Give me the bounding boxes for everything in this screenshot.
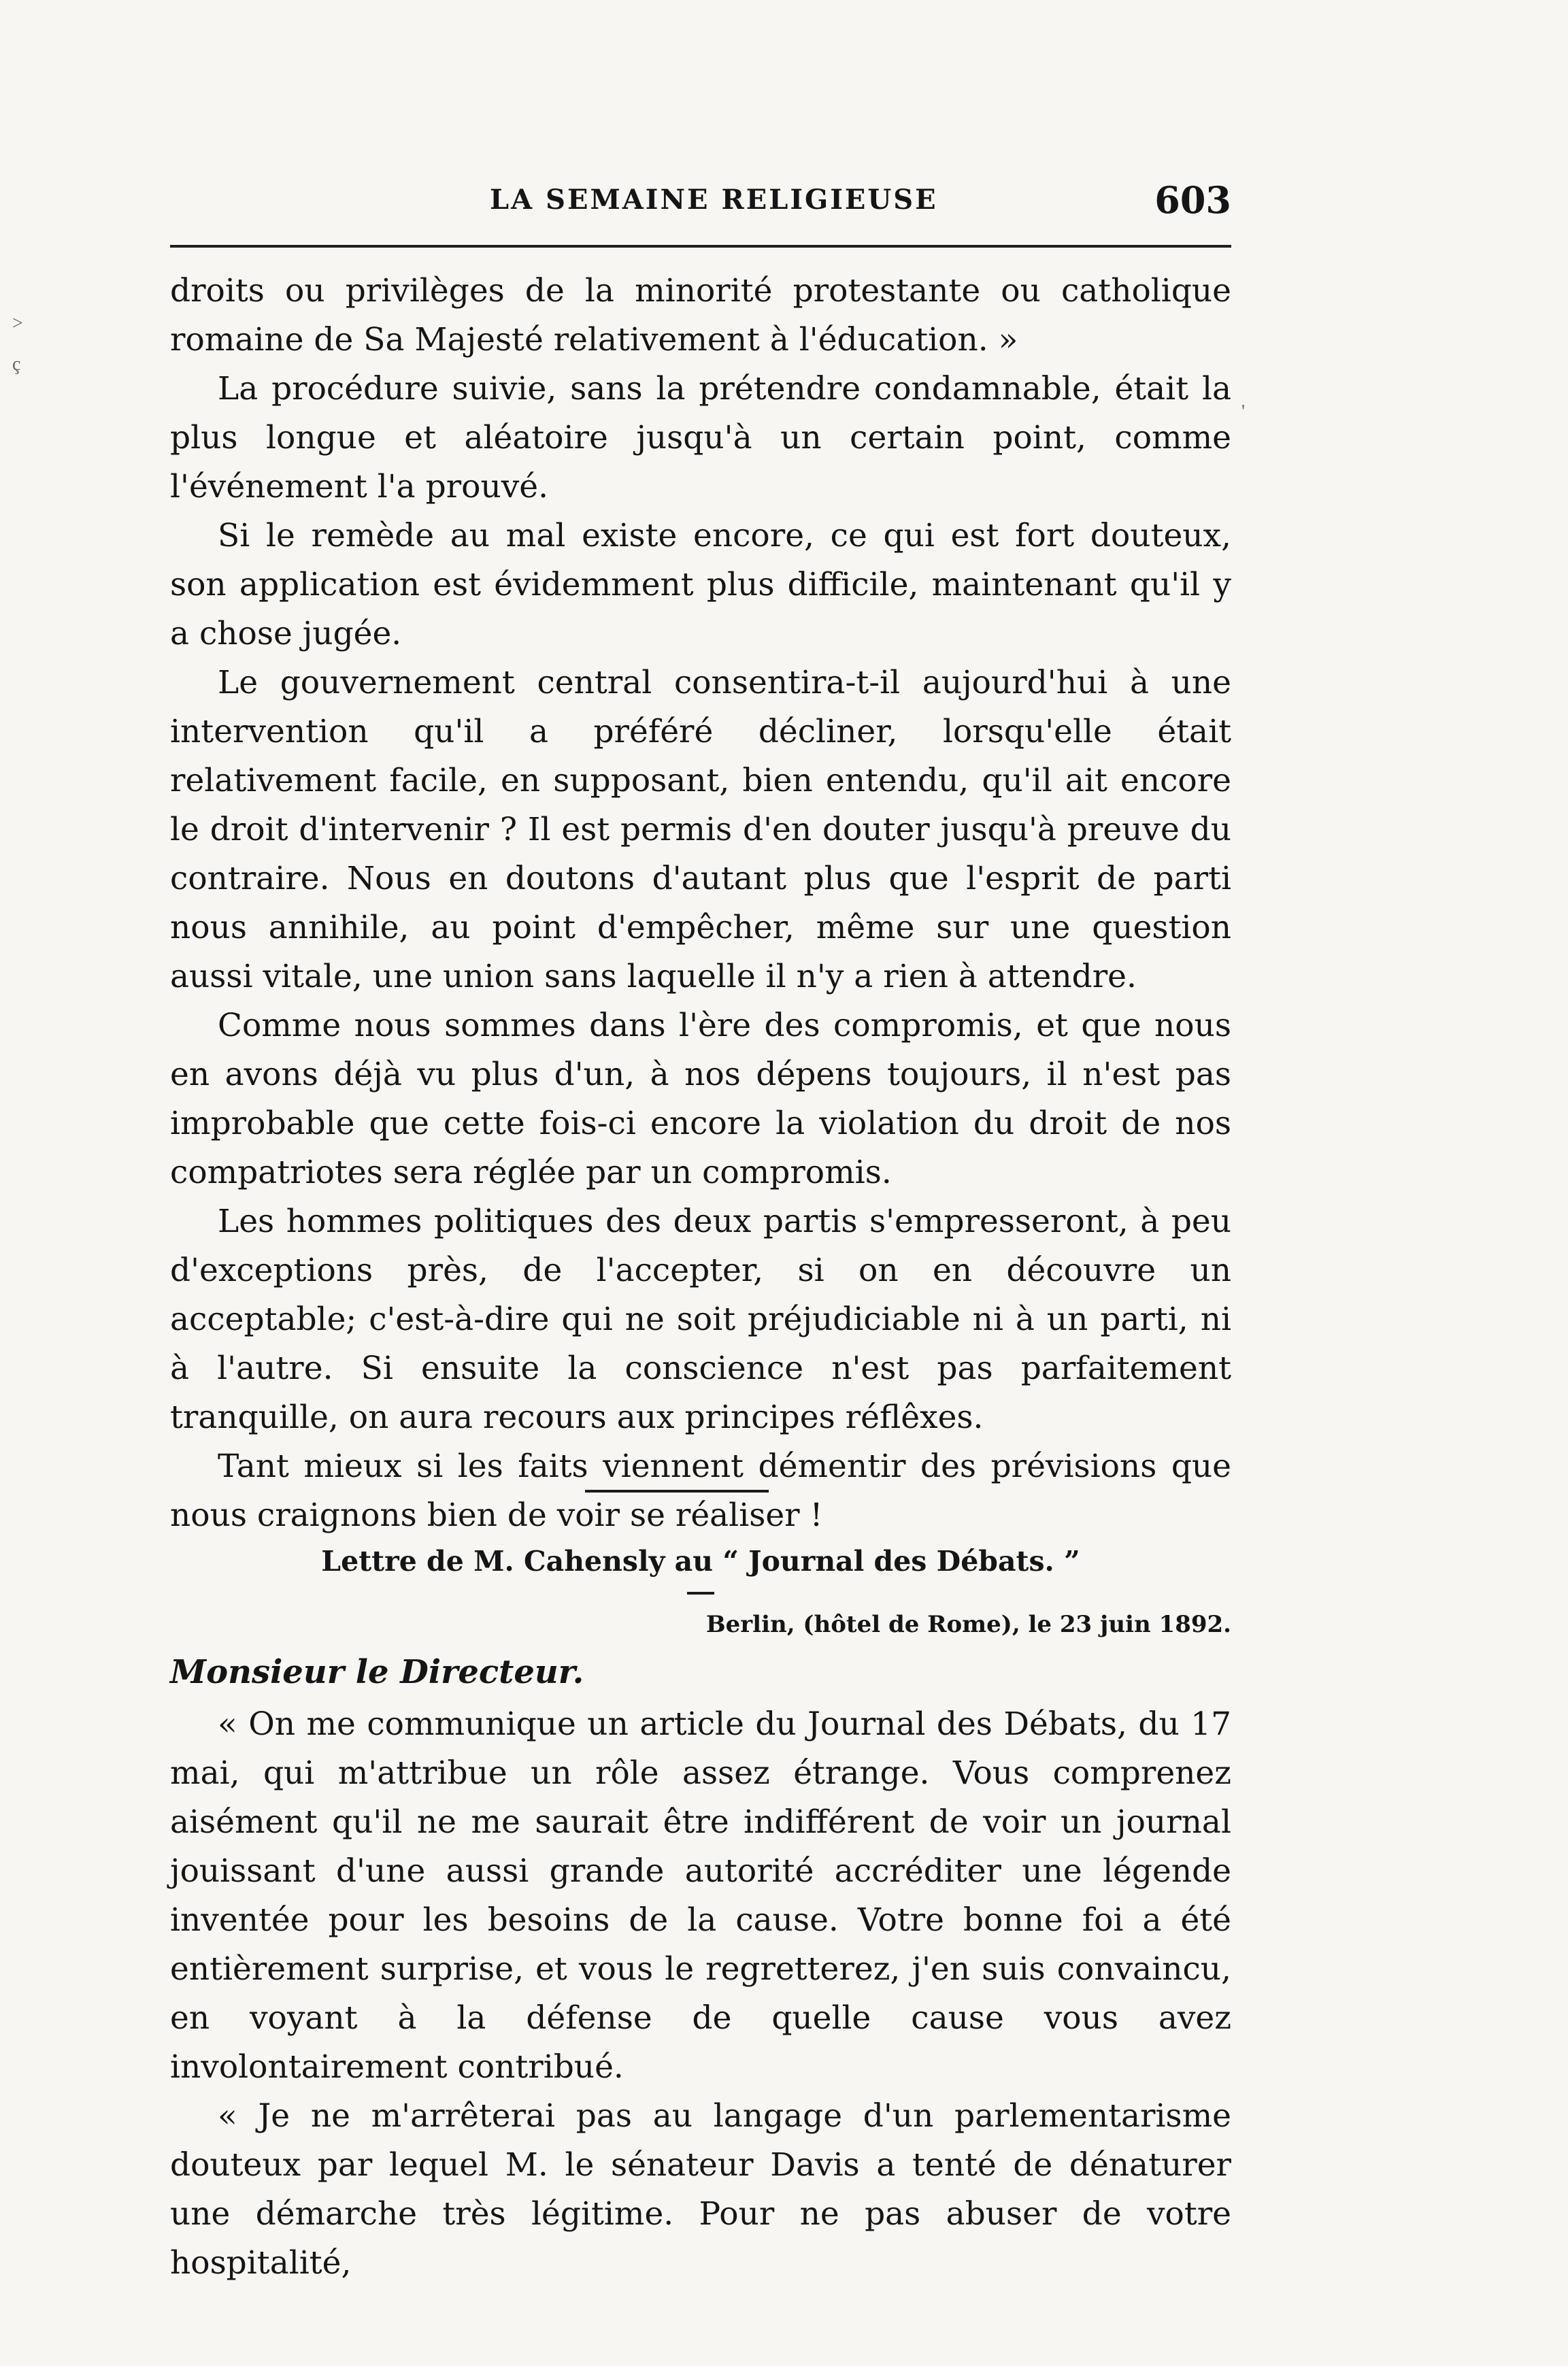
- salutation: Monsieur le Directeur.: [170, 1653, 584, 1691]
- left-margin-mark: >: [12, 313, 23, 334]
- letter-title: Lettre de M. Cahensly au “ Journal des Débats. ”: [321, 1545, 1080, 1578]
- dateline: Berlin, (hôtel de Rome), le 23 juin 1892.: [705, 1611, 1231, 1638]
- paragraph: droits ou privilèges de la minorité protestante ou catholique romaine de Sa Majesté relativement à l'éducation. »: [170, 272, 1231, 359]
- right-margin-mark: ': [1241, 401, 1246, 422]
- header-rule: [170, 245, 1231, 248]
- running-head: [170, 178, 1231, 231]
- main-text: [170, 267, 1231, 1540]
- paragraph: Les hommes politiques des deux partis s'empresseront, à peu d'exceptions près, de l'accepter, si on en découvre un acceptable; c'est-à-dire qui ne soit préjudiciable ni à un parti, ni à l'autre. Si ensuite la conscience n'est pas parfaitement tranquille, on aura recours aux principes réflêxes.: [170, 1203, 1231, 1436]
- paragraph: Si le remède au mal existe encore, ce qui est fort douteux, son application est évidemment plus difficile, maintenant qu'il y a chose jugée.: [170, 517, 1231, 652]
- letter-paragraph: « Je ne m'arrêterai pas au langage d'un parlementarisme douteux par lequel M. le sénateur Davis a tenté de dénaturer une démarche très légitime. Pour ne pas abuser de votre hospitalité,: [170, 2097, 1231, 2282]
- page-number: 603: [1154, 178, 1231, 222]
- letter-paragraph: « On me communique un article du Journal des Débats, du 17 mai, qui m'attribue un rôle assez étrange. Vous comprenez aisément qu'il ne me saurait être indifférent de voir un journal jouissant d'une aussi grande autorité accréditer une légende inventée pour les besoins de la cause. Votre bonne foi a été entièrement surprise, et vous le regretterez, j'en suis convaincu, en voyant à la défense de quelle cause vous avez involontairement contribué.: [170, 1705, 1231, 2086]
- paragraph: La procédure suivie, sans la prétendre condamnable, était la plus longue et aléatoire jusqu'à un certain point, comme l'événement l'a prouvé.: [170, 370, 1231, 505]
- section-divider: [585, 1490, 769, 1493]
- left-margin-mark: ç: [12, 354, 21, 375]
- running-title: LA SEMAINE RELIGIEUSE: [490, 184, 938, 216]
- letter-body: [170, 1700, 1231, 2288]
- paragraph: Tant mieux si les faits viennent démentir des prévisions que nous craignons bien de voir se réaliser !: [170, 1448, 1231, 1534]
- paragraph: Le gouvernement central consentira-t-il aujourd'hui à une intervention qu'il a préféré décliner, lorsqu'elle était relativement facile, en supposant, bien entendu, qu'il ait encore le droit d'intervenir ? Il est permis d'en douter jusqu'à preuve du contraire. Nous en doutons d'autant plus que l'esprit de parti nous annihile, au point d'empêcher, même sur une question aussi vitale, une union sans laquelle il n'y a rien à attendre.: [170, 664, 1231, 995]
- title-divider: [687, 1592, 714, 1595]
- paragraph: Comme nous sommes dans l'ère des compromis, et que nous en avons déjà vu plus d'un, à nos dépens toujours, il n'est pas improbable que cette fois-ci encore la violation du droit de nos compatriotes sera réglée par un compromis.: [170, 1007, 1231, 1191]
